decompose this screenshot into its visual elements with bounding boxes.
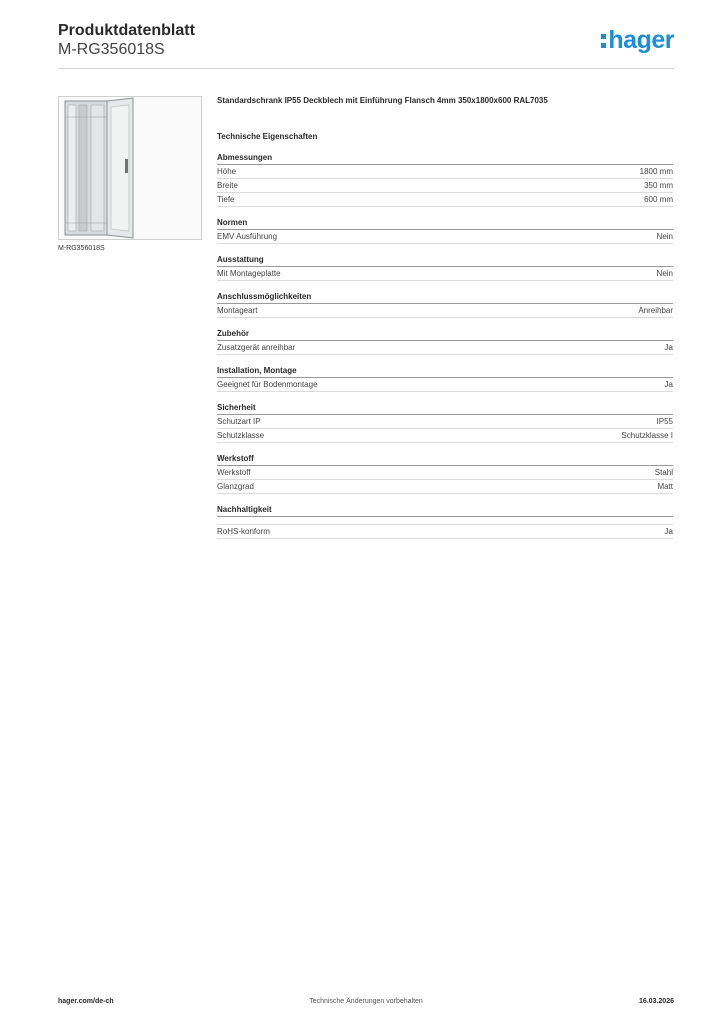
section-title: Normen [217,218,673,230]
section-title: Zubehör [217,329,673,341]
spec-row [217,415,673,429]
spec-value: Ja [664,380,673,389]
spec-value: Stahl [654,468,673,477]
spec-label: Zusatzgerät anreihbar [217,343,296,352]
logo-text: hager [608,26,674,54]
header-divider [58,68,674,69]
spec-label: Werkstoff [217,468,251,477]
spec-row [217,193,673,207]
spec-content [217,96,673,550]
technical-properties-heading: Technische Eigenschaften [217,132,318,141]
spec-row [217,267,673,281]
spec-sections [217,153,673,539]
section-title: Ausstattung [217,255,673,267]
section-title: Nachhaltigkeit [217,505,673,517]
spec-value: Nein [656,269,673,278]
product-image [58,96,202,240]
page-header [58,20,674,70]
section-title: Abmessungen [217,153,673,165]
spec-row [217,429,673,443]
article-number: M-RG356018S [58,41,165,58]
spec-label: EMV Ausführung [217,232,278,241]
spec-label: Schutzart IP [217,417,261,426]
spec-label: Höhe [217,167,237,176]
spec-value: 1800 mm [639,167,673,176]
section-title: Werkstoff [217,454,673,466]
spec-value: Matt [657,482,673,491]
spec-value: Nein [656,232,673,241]
spec-row [217,304,673,318]
footer-website: hager.com/de-ch [58,998,114,1005]
spec-row [217,230,673,244]
image-caption: M-RG356018S [58,245,105,252]
spec-section [217,255,673,281]
spec-section [217,366,673,392]
spec-value: IP55 [656,417,673,426]
spec-section [217,454,673,494]
spec-label: RoHS-konform [217,527,270,536]
spec-section [217,292,673,318]
spec-section [217,153,673,207]
spec-row [217,179,673,193]
spec-label: Mit Montageplatte [217,269,281,278]
spec-section [217,505,673,539]
spec-row [217,466,673,480]
spec-value: 350 mm [644,181,673,190]
spec-row [217,480,673,494]
spec-row [217,378,673,392]
logo-colon-icon [601,34,606,48]
spec-section [217,403,673,443]
footer-date: 16.03.2026 [638,998,674,1005]
product-description: Standardschrank IP55 Deckblech mit Einführung Flansch 4mm 350x1800x600 RAL7035 [217,96,548,105]
spec-value: Ja [664,343,673,352]
spec-label: Tiefe [217,195,235,204]
footer-notice: Technische Änderungen vorbehalten [309,998,423,1005]
spec-label: Schutzklasse [217,431,265,440]
spec-row [217,341,673,355]
spec-value: 600 mm [644,195,673,204]
section-title: Sicherheit [217,403,673,415]
spec-section [217,218,673,244]
spec-value: Ja [664,527,673,536]
spec-value: Schutzklasse I [621,431,673,440]
spec-label: Breite [217,181,238,190]
spec-row [217,524,673,539]
spec-section [217,329,673,355]
cabinet-icon [59,97,201,239]
spec-value: Anreihbar [638,306,673,315]
spec-label: Glanzgrad [217,482,254,491]
hager-logo [601,28,674,53]
spec-label: Geeignet für Bodenmontage [217,380,318,389]
section-title: Anschlussmöglichkeiten [217,292,673,304]
spec-row [217,165,673,179]
spec-label: Montageart [217,306,258,315]
document-title: Produktdatenblatt [58,22,195,39]
section-title: Installation, Montage [217,366,673,378]
